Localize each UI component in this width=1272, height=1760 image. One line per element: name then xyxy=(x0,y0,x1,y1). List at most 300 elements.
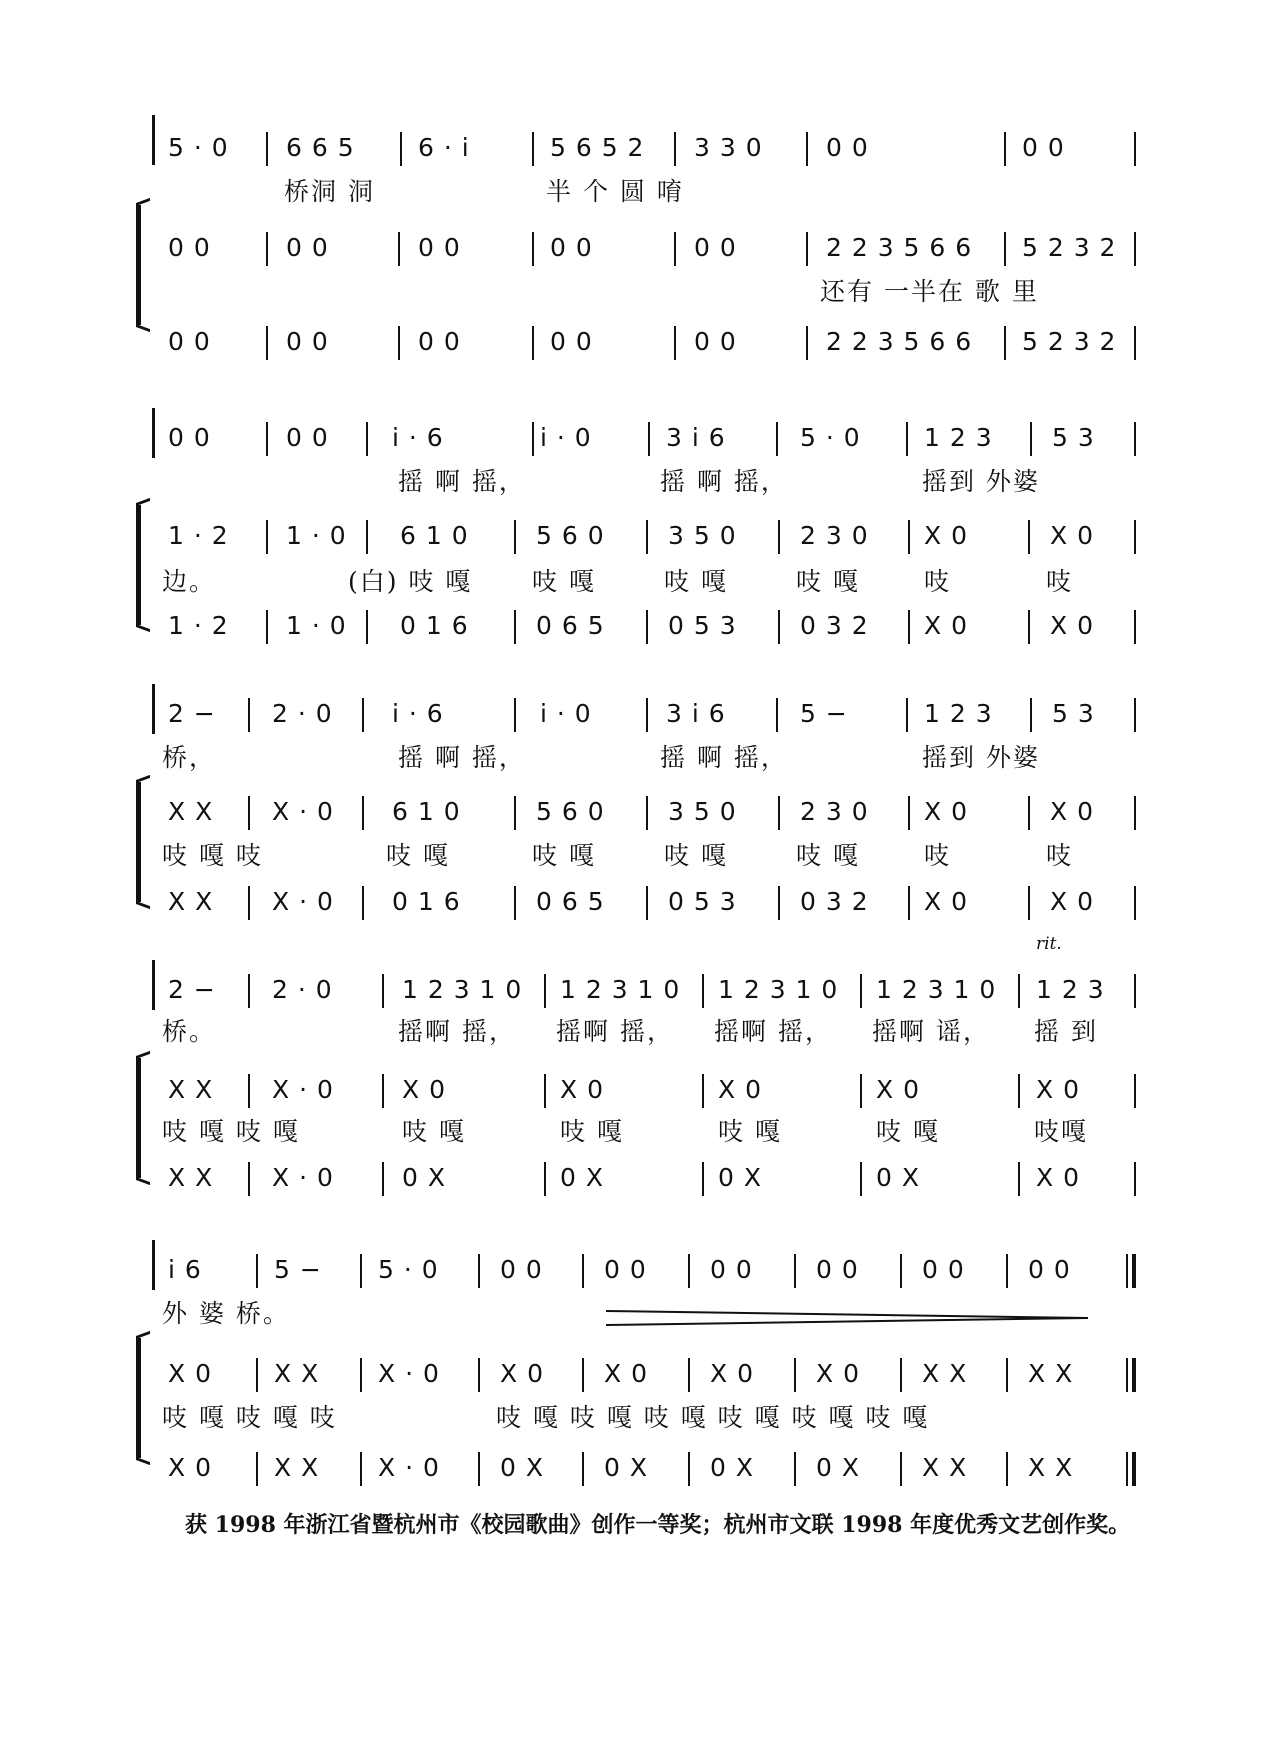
barline xyxy=(532,232,534,266)
lyric: 吱 嘎 xyxy=(796,567,860,596)
measure: 5 − xyxy=(274,1255,322,1284)
measure: X 0 xyxy=(924,521,968,550)
barline xyxy=(778,520,780,554)
measure: 0 X xyxy=(604,1453,648,1482)
barline xyxy=(266,520,268,554)
measure: 1 2 3 1 0 xyxy=(402,975,523,1004)
barline xyxy=(1134,698,1136,732)
barline xyxy=(266,326,268,360)
lyric: 摇啊 摇， xyxy=(556,1017,674,1046)
barline xyxy=(266,232,268,266)
barline xyxy=(360,1254,362,1288)
lyric: 吱 嘎 xyxy=(532,841,596,870)
measure: 5 2 3 2 xyxy=(1022,327,1117,356)
harmony2-row xyxy=(0,1158,1272,1198)
barline xyxy=(248,698,250,732)
measure: 2 3 0 xyxy=(800,797,869,826)
measure: 0 X xyxy=(500,1453,544,1482)
measure: 5 · 0 xyxy=(168,133,229,162)
barline xyxy=(1132,1254,1136,1288)
barline xyxy=(248,886,250,920)
barline xyxy=(1006,1358,1008,1392)
measure: 1 2 3 1 0 xyxy=(718,975,839,1004)
measure: X · 0 xyxy=(272,1163,334,1192)
barline xyxy=(702,974,704,1008)
measure: 5 6 5 2 xyxy=(550,133,645,162)
barline xyxy=(776,422,778,456)
barline xyxy=(1126,1254,1128,1288)
barline xyxy=(778,610,780,644)
measure: X X xyxy=(922,1359,968,1388)
measure: 5 3 xyxy=(1052,699,1095,728)
barline xyxy=(532,132,534,166)
measure: 5 3 xyxy=(1052,423,1095,452)
barline xyxy=(366,610,368,644)
lyric: 桥。 xyxy=(162,1017,217,1046)
measure: 1 2 3 1 0 xyxy=(876,975,997,1004)
melody-row xyxy=(0,694,1272,734)
barline xyxy=(266,132,268,166)
measure: i · 0 xyxy=(540,423,592,452)
barline xyxy=(544,1162,546,1196)
lyric: (白) 吱 嘎 xyxy=(348,567,473,596)
barline xyxy=(1134,796,1136,830)
barline xyxy=(582,1358,584,1392)
measure: 0 X xyxy=(710,1453,754,1482)
lyric: 摇 啊 摇， xyxy=(660,743,788,772)
barline xyxy=(362,698,364,732)
measure: 2 · 0 xyxy=(272,975,333,1004)
barline xyxy=(362,796,364,830)
barline xyxy=(398,326,400,360)
measure: X X xyxy=(168,1075,214,1104)
barline xyxy=(702,1074,704,1108)
lyric: 摇 啊 摇， xyxy=(398,743,526,772)
melody-row xyxy=(0,970,1272,1010)
measure: 0 0 xyxy=(286,423,329,452)
lyric: 吱 嘎 xyxy=(796,841,860,870)
barline xyxy=(382,1074,384,1108)
measure: X · 0 xyxy=(378,1359,440,1388)
measure: 0 0 xyxy=(922,1255,965,1284)
barline xyxy=(1028,610,1030,644)
lyric: 吱 嘎 xyxy=(532,567,596,596)
measure: X X xyxy=(1028,1453,1074,1482)
measure: 3 i 6 xyxy=(666,699,726,728)
measure: 0 1 6 xyxy=(400,611,469,640)
harmony2-row xyxy=(0,322,1272,362)
barline xyxy=(1028,886,1030,920)
barline xyxy=(478,1452,480,1486)
lyric: 外 婆 桥。 xyxy=(162,1299,290,1328)
barline xyxy=(1134,132,1136,166)
measure: X X xyxy=(1028,1359,1074,1388)
barline xyxy=(514,796,516,830)
measure: X 0 xyxy=(402,1075,446,1104)
barline xyxy=(688,1254,690,1288)
measure: X 0 xyxy=(924,797,968,826)
measure: 0 0 xyxy=(604,1255,647,1284)
barline xyxy=(906,698,908,732)
lyric: 桥洞 洞 xyxy=(284,177,375,206)
measure: 0 X xyxy=(876,1163,920,1192)
barline xyxy=(1134,610,1136,644)
barline xyxy=(360,1358,362,1392)
measure: 0 0 xyxy=(816,1255,859,1284)
measure: 5 · 0 xyxy=(378,1255,439,1284)
measure: i · 6 xyxy=(392,699,444,728)
barline xyxy=(860,1162,862,1196)
barline xyxy=(794,1358,796,1392)
measure: X 0 xyxy=(560,1075,604,1104)
barline xyxy=(366,520,368,554)
measure: 2 2 3 5 6 6 xyxy=(826,327,973,356)
measure: 0 0 xyxy=(418,233,461,262)
barline xyxy=(1004,132,1006,166)
measure: 0 0 xyxy=(826,133,869,162)
measure: X 0 xyxy=(1050,887,1094,916)
melody-row xyxy=(0,418,1272,458)
melody-lyric-row xyxy=(0,1294,1272,1334)
barline xyxy=(248,974,250,1008)
barline xyxy=(366,422,368,456)
harmony1-row xyxy=(0,516,1272,556)
barline xyxy=(900,1254,902,1288)
barline xyxy=(400,132,402,166)
barline xyxy=(256,1358,258,1392)
barline xyxy=(248,1074,250,1108)
lyric: 桥， xyxy=(162,743,217,772)
measure: X 0 xyxy=(710,1359,754,1388)
barline xyxy=(544,1074,546,1108)
barline xyxy=(776,698,778,732)
barline xyxy=(514,520,516,554)
barline xyxy=(906,422,908,456)
barline xyxy=(674,326,676,360)
barline xyxy=(1134,422,1136,456)
lyric: 吱 嘎 xyxy=(718,1117,782,1146)
barline xyxy=(1006,1254,1008,1288)
measure: X X xyxy=(168,797,214,826)
measure: X X xyxy=(168,887,214,916)
measure: 1 2 3 xyxy=(924,699,993,728)
barline xyxy=(900,1452,902,1486)
barline xyxy=(582,1452,584,1486)
harmony-lyric-row xyxy=(0,1112,1272,1152)
barline xyxy=(478,1254,480,1288)
lyric: 吱 xyxy=(924,567,952,596)
barline xyxy=(646,520,648,554)
measure: 5 6 0 xyxy=(536,521,605,550)
melody-lyric-row xyxy=(0,738,1272,778)
lyric: 摇啊 谣， xyxy=(872,1017,990,1046)
measure: 0 0 xyxy=(418,327,461,356)
measure: 0 0 xyxy=(1028,1255,1071,1284)
lyric: 吱 嘎 xyxy=(386,841,450,870)
measure: 0 3 2 xyxy=(800,611,869,640)
barline xyxy=(532,326,534,360)
measure: X X xyxy=(274,1453,320,1482)
barline xyxy=(1028,796,1030,830)
measure: 6 6 5 xyxy=(286,133,355,162)
barline xyxy=(1018,974,1020,1008)
measure: i · 6 xyxy=(392,423,444,452)
measure: i · 0 xyxy=(540,699,592,728)
measure: 3 i 6 xyxy=(666,423,726,452)
measure: 0 X xyxy=(816,1453,860,1482)
lyric: 半 个 圆 唷 xyxy=(546,177,684,206)
barline xyxy=(1006,1452,1008,1486)
barline xyxy=(398,232,400,266)
barline xyxy=(648,422,650,456)
measure: 0 0 xyxy=(694,327,737,356)
lyric: 摇 到 xyxy=(1034,1017,1098,1046)
measure: 0 1 6 xyxy=(392,887,461,916)
measure: 6 1 0 xyxy=(392,797,461,826)
measure: 1 2 3 xyxy=(924,423,993,452)
barline xyxy=(360,1452,362,1486)
measure: 0 0 xyxy=(286,233,329,262)
measure: 2 3 0 xyxy=(800,521,869,550)
barline xyxy=(478,1358,480,1392)
measure: 3 5 0 xyxy=(668,797,737,826)
measure: X X xyxy=(168,1163,214,1192)
measure: 0 3 2 xyxy=(800,887,869,916)
barline xyxy=(688,1358,690,1392)
barline xyxy=(1134,1074,1136,1108)
barline xyxy=(702,1162,704,1196)
barline xyxy=(266,422,268,456)
barline xyxy=(544,974,546,1008)
lyric: 摇到 外婆 xyxy=(922,467,1040,496)
barline xyxy=(860,974,862,1008)
lyric: 吱 xyxy=(924,841,952,870)
measure: 0 X xyxy=(718,1163,762,1192)
barline xyxy=(1132,1452,1136,1486)
barline xyxy=(1030,698,1032,732)
ritardando-mark: rit. xyxy=(1036,934,1062,954)
measure: 1 · 2 xyxy=(168,611,229,640)
lyric: 吱嘎 xyxy=(1034,1117,1089,1146)
barline xyxy=(646,610,648,644)
barline xyxy=(806,132,808,166)
measure: 2 − xyxy=(168,699,216,728)
measure: 1 · 2 xyxy=(168,521,229,550)
barline xyxy=(1126,1358,1128,1392)
measure: X 0 xyxy=(924,887,968,916)
barline xyxy=(1134,232,1136,266)
barline xyxy=(1126,1452,1128,1486)
barline xyxy=(1132,1358,1136,1392)
melody-lyric-row xyxy=(0,1012,1272,1052)
measure: X X xyxy=(922,1453,968,1482)
barline xyxy=(646,796,648,830)
measure: 0 0 xyxy=(286,327,329,356)
measure: 0 6 5 xyxy=(536,611,605,640)
measure: 2 − xyxy=(168,975,216,1004)
measure: 0 0 xyxy=(500,1255,543,1284)
measure: 5 6 0 xyxy=(536,797,605,826)
measure: X 0 xyxy=(1036,1075,1080,1104)
barline xyxy=(1134,520,1136,554)
measure: X · 0 xyxy=(272,797,334,826)
measure: 0 0 xyxy=(710,1255,753,1284)
measure: 5 − xyxy=(800,699,848,728)
measure: X 0 xyxy=(168,1453,212,1482)
barline xyxy=(908,610,910,644)
barline xyxy=(1134,326,1136,360)
harmony1-row xyxy=(0,1070,1272,1110)
barline xyxy=(900,1358,902,1392)
measure: 1 2 3 1 0 xyxy=(560,975,681,1004)
measure: 0 0 xyxy=(168,327,211,356)
barline xyxy=(382,974,384,1008)
lyric: 吱 嘎 吱 嘎 吱 嘎 吱 嘎 吱 嘎 吱 嘎 xyxy=(496,1403,930,1432)
melody-row xyxy=(0,128,1272,168)
barline xyxy=(646,886,648,920)
measure: i 6 xyxy=(168,1255,202,1284)
melody-row xyxy=(0,1250,1272,1290)
measure: 0 X xyxy=(560,1163,604,1192)
lyric: 摇啊 摇， xyxy=(714,1017,832,1046)
harmony-lyric-row xyxy=(0,1398,1272,1438)
measure: X 0 xyxy=(816,1359,860,1388)
measure: 5 2 3 2 xyxy=(1022,233,1117,262)
barline xyxy=(1134,1162,1136,1196)
barline xyxy=(794,1254,796,1288)
measure: 0 5 3 xyxy=(668,887,737,916)
measure: X 0 xyxy=(718,1075,762,1104)
barline xyxy=(688,1452,690,1486)
measure: 1 · 0 xyxy=(286,521,347,550)
measure: 6 1 0 xyxy=(400,521,469,550)
harmony-lyric-row xyxy=(0,836,1272,876)
measure: 0 0 xyxy=(1022,133,1065,162)
measure: X · 0 xyxy=(272,887,334,916)
measure: X 0 xyxy=(924,611,968,640)
measure: 1 · 0 xyxy=(286,611,347,640)
harmony1-row xyxy=(0,1354,1272,1394)
barline xyxy=(674,132,676,166)
barline xyxy=(908,886,910,920)
measure: 3 5 0 xyxy=(668,521,737,550)
barline xyxy=(806,232,808,266)
barline xyxy=(532,422,534,456)
measure: X · 0 xyxy=(378,1453,440,1482)
measure: 2 2 3 5 6 6 xyxy=(826,233,973,262)
lyric: 吱 xyxy=(1046,567,1074,596)
barline xyxy=(778,796,780,830)
lyric: 吱 嘎 xyxy=(876,1117,940,1146)
barline xyxy=(382,1162,384,1196)
lyric: 摇 啊 摇， xyxy=(398,467,526,496)
barline xyxy=(582,1254,584,1288)
barline xyxy=(514,886,516,920)
lyric: 吱 嘎 xyxy=(664,841,728,870)
measure: X · 0 xyxy=(272,1075,334,1104)
barline xyxy=(860,1074,862,1108)
lyric: 吱 嘎 xyxy=(560,1117,624,1146)
measure: X 0 xyxy=(1050,521,1094,550)
barline xyxy=(1018,1074,1020,1108)
barline xyxy=(1134,974,1136,1008)
barline xyxy=(1004,232,1006,266)
lyric: 吱 嘎 吱 嘎 吱 xyxy=(162,1403,337,1432)
melody-lyric-row xyxy=(0,172,1272,212)
lyric: 吱 嘎 xyxy=(402,1117,466,1146)
measure: 0 0 xyxy=(168,423,211,452)
barline xyxy=(1030,422,1032,456)
measure: 0 5 3 xyxy=(668,611,737,640)
award-note: 获 1998 年浙江省暨杭州市《校园歌曲》创作一等奖；杭州市文联 1998 年度优秀文艺创作奖。 xyxy=(185,1512,1131,1538)
barline xyxy=(256,1254,258,1288)
measure: 1 2 3 xyxy=(1036,975,1105,1004)
measure: X 0 xyxy=(1036,1163,1080,1192)
measure: 0 0 xyxy=(550,327,593,356)
measure: 0 6 5 xyxy=(536,887,605,916)
measure: X 0 xyxy=(604,1359,648,1388)
harmony-lyric-row xyxy=(0,562,1272,602)
barline xyxy=(266,610,268,644)
measure: 0 0 xyxy=(168,233,211,262)
lyric: 摇 啊 摇， xyxy=(660,467,788,496)
barline xyxy=(908,520,910,554)
measure: 6 · i xyxy=(418,133,470,162)
measure: X 0 xyxy=(1050,797,1094,826)
barline xyxy=(1004,326,1006,360)
measure: 0 X xyxy=(402,1163,446,1192)
barline xyxy=(514,610,516,644)
measure: 0 0 xyxy=(550,233,593,262)
melody-lyric-row xyxy=(0,462,1272,502)
lyric: 吱 嘎 xyxy=(664,567,728,596)
measure: X 0 xyxy=(876,1075,920,1104)
measure: X X xyxy=(274,1359,320,1388)
barline xyxy=(674,232,676,266)
lyric: 还有 一半在 歌 里 xyxy=(820,277,1039,306)
lyric: 吱 嘎 吱 xyxy=(162,841,263,870)
harmony2-row xyxy=(0,606,1272,646)
harmony2-row xyxy=(0,1448,1272,1488)
barline xyxy=(778,886,780,920)
harmony2-row xyxy=(0,882,1272,922)
measure: 5 · 0 xyxy=(800,423,861,452)
measure: 2 · 0 xyxy=(272,699,333,728)
barline xyxy=(1134,886,1136,920)
barline xyxy=(646,698,648,732)
barline xyxy=(794,1452,796,1486)
barline xyxy=(1018,1162,1020,1196)
measure: X 0 xyxy=(500,1359,544,1388)
barline xyxy=(248,1162,250,1196)
harmony-lyric-row xyxy=(0,272,1272,312)
barline xyxy=(908,796,910,830)
barline xyxy=(514,698,516,732)
lyric: 吱 xyxy=(1046,841,1074,870)
harmony1-row xyxy=(0,228,1272,268)
barline xyxy=(806,326,808,360)
measure: 3 3 0 xyxy=(694,133,763,162)
measure: X 0 xyxy=(168,1359,212,1388)
lyric: 摇啊 摇， xyxy=(398,1017,516,1046)
harmony1-row xyxy=(0,792,1272,832)
measure: 0 0 xyxy=(694,233,737,262)
barline xyxy=(256,1452,258,1486)
lyric: 摇到 外婆 xyxy=(922,743,1040,772)
barline xyxy=(248,796,250,830)
measure: X 0 xyxy=(1050,611,1094,640)
barline xyxy=(1028,520,1030,554)
